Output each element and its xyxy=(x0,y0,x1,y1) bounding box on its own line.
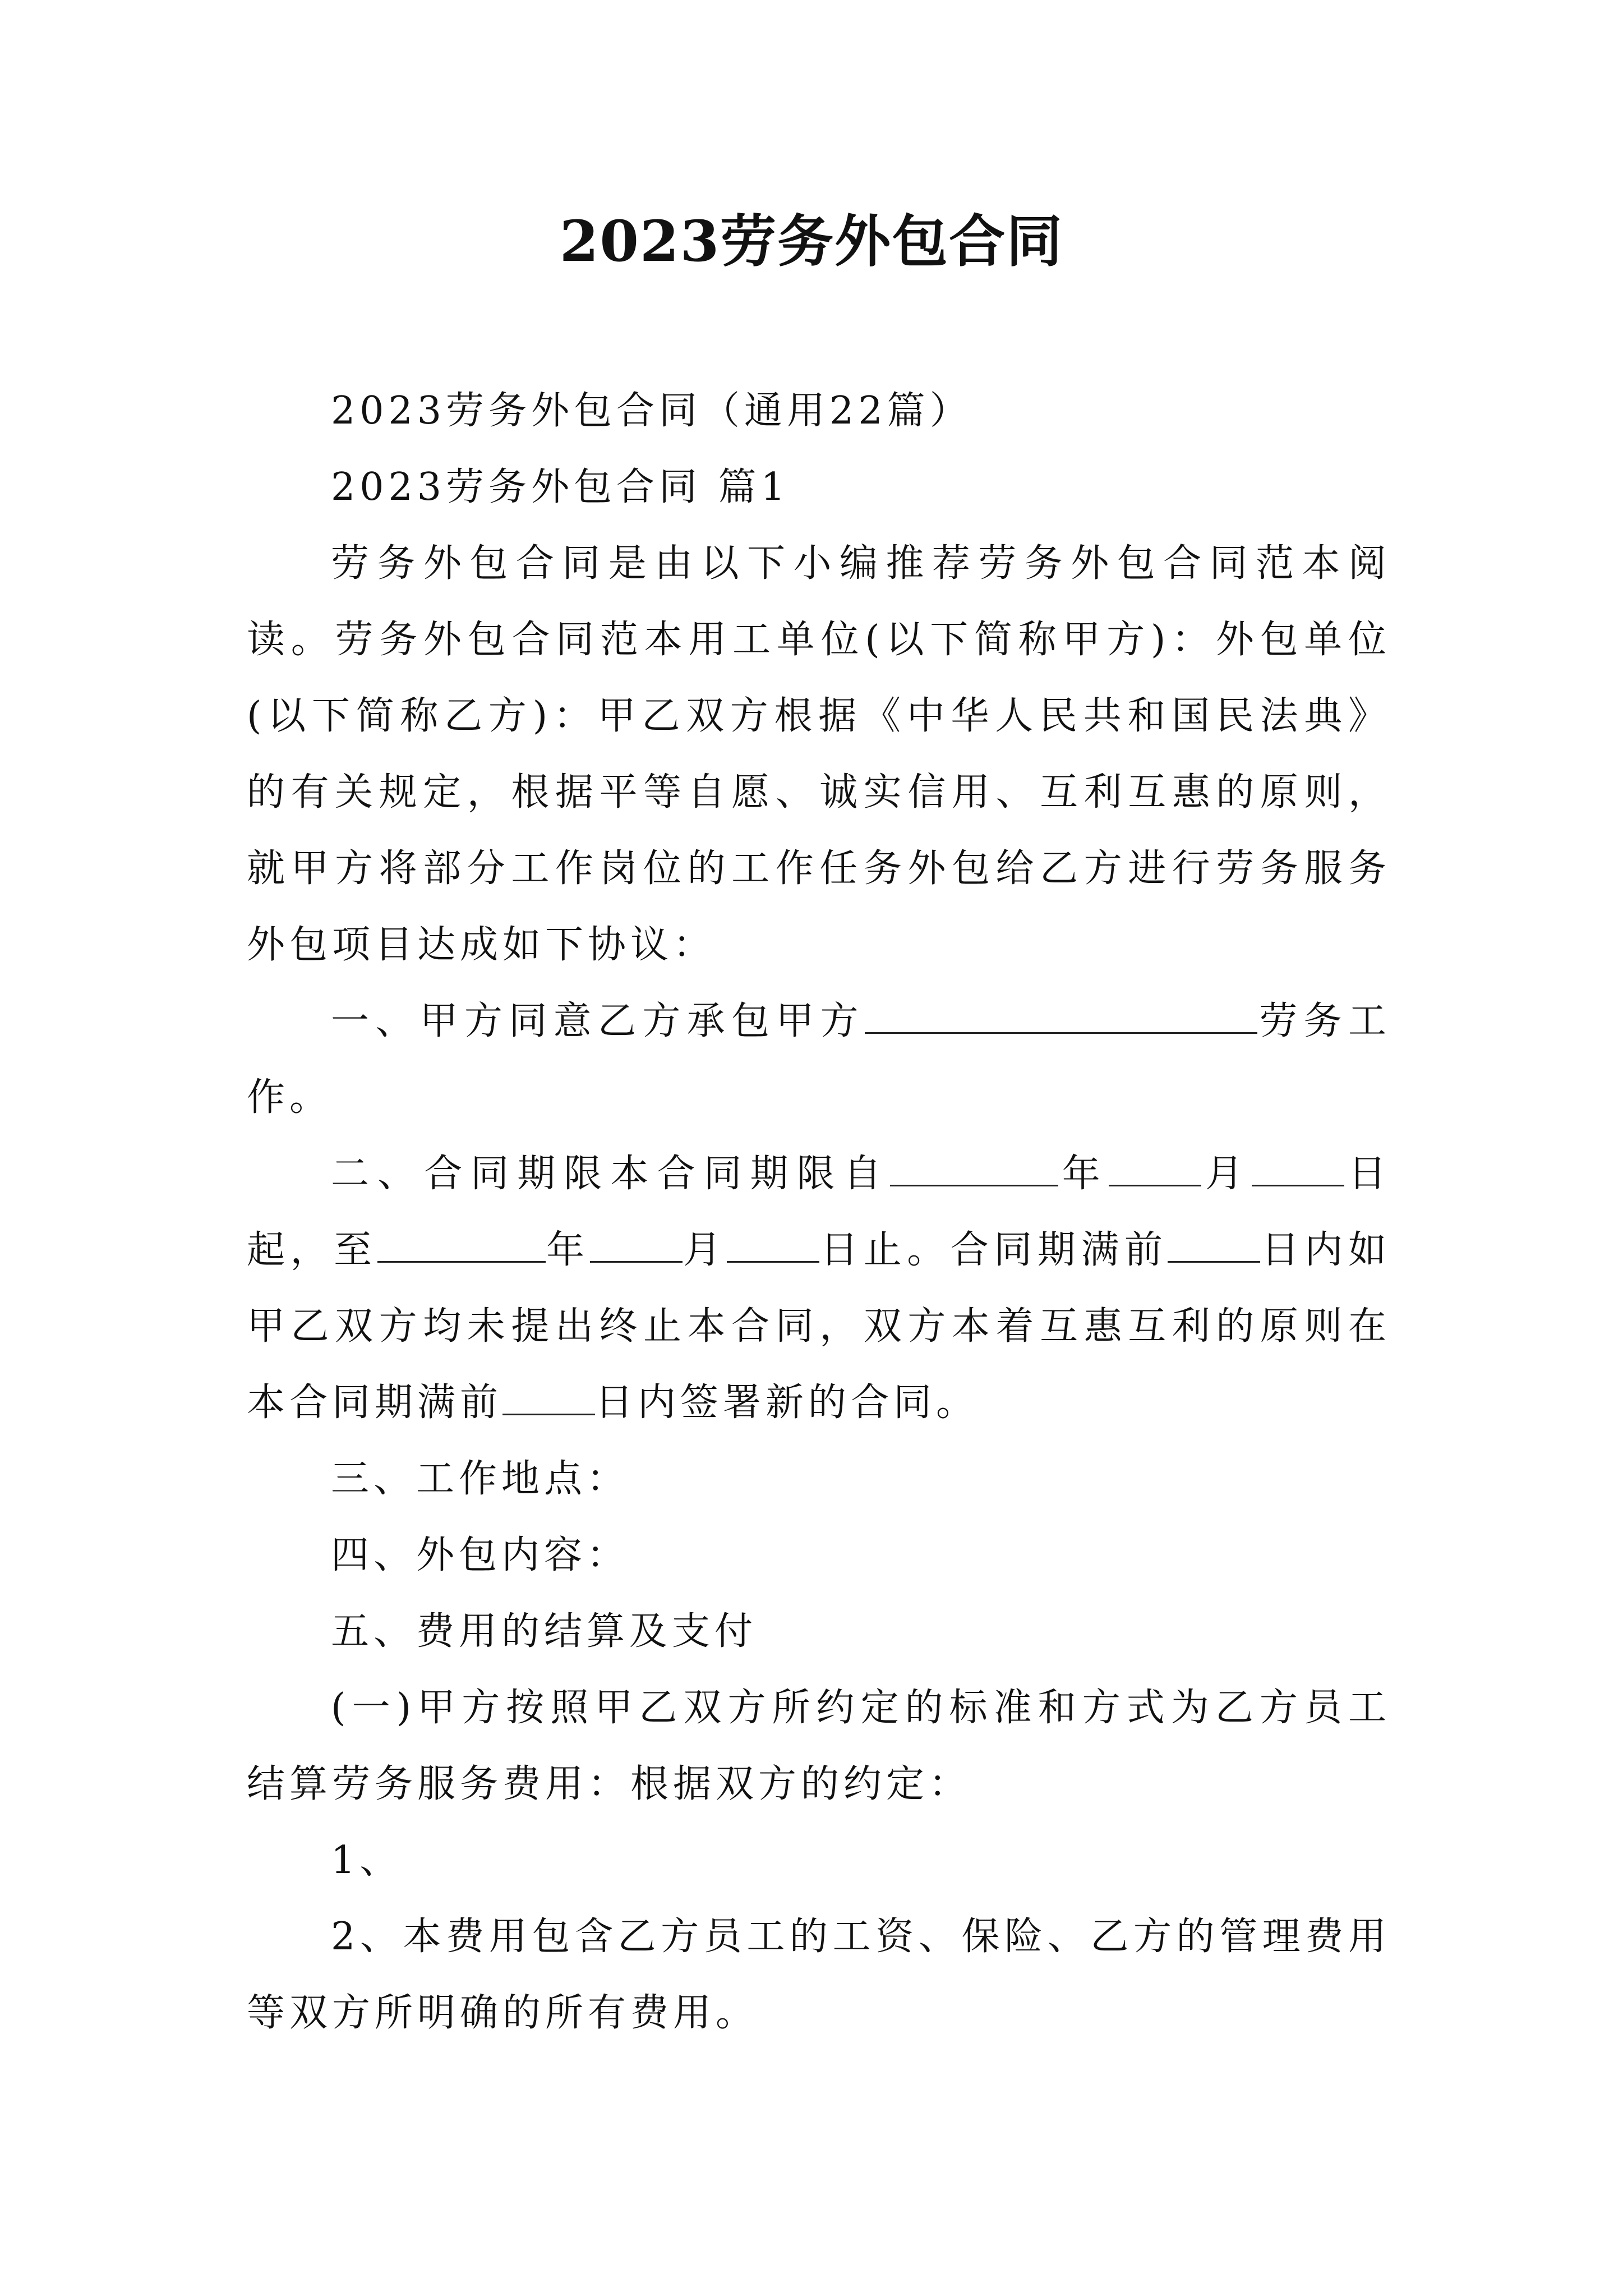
clause-5-1: (一)甲方按照甲乙双方所约定的标准和方式为乙方员工结算劳务服务费用：根据双方的约定： xyxy=(247,1686,1391,1806)
clause-2 xyxy=(247,1136,1391,1441)
clause-2-part-3: 月 xyxy=(1201,1152,1252,1196)
end-year-blank xyxy=(377,1228,546,1263)
document-title: 2023劳务外包合同 xyxy=(559,208,1064,274)
clause-3: 三、工作地点： xyxy=(331,1457,630,1501)
clause-2-part-6: 月 xyxy=(682,1228,727,1272)
intro-paragraph: 劳务外包合同是由以下小编推荐劳务外包合同范本阅读。劳务外包合同范本用工单位(以下简称甲方)：外包单位(以下简称乙方)：甲乙双方根据《中华人民共和国民法典》的有关规定，根据平等自愿、诚实信用、互利互惠的原则，就甲方将部分工作岗位的工作任务外包给乙方进行劳务服务外包项目达成如下协议： xyxy=(247,541,1391,967)
clause-1 xyxy=(247,983,1391,1136)
clause-2-part-2: 年 xyxy=(1058,1152,1109,1196)
clause-4: 四、外包内容： xyxy=(331,1533,630,1577)
clause-2-part-4: 日起，至 xyxy=(247,1152,1391,1272)
list-item-2: 2、本费用包含乙方员工的工资、保险、乙方的管理费用等双方所明确的所有费用。 xyxy=(247,1915,1391,2035)
clause-2-part-5: 年 xyxy=(545,1228,590,1272)
clause-1-text-after: 劳务工作。 xyxy=(247,999,1391,1120)
start-day-blank xyxy=(1252,1152,1344,1186)
clause-2-part-1: 二、合同期限本合同期限自 xyxy=(331,1152,890,1196)
start-month-blank xyxy=(1109,1152,1201,1186)
clause-5: 五、费用的结算及支付 xyxy=(331,1609,758,1654)
renewal-days-blank xyxy=(502,1381,595,1415)
clause-2-part-8: 日内如甲乙双方均未提出终止本合同，双方本着互惠互利的原则在本合同期满前 xyxy=(247,1228,1391,1425)
document-body xyxy=(247,373,1391,2051)
end-day-blank xyxy=(727,1228,819,1263)
start-year-blank xyxy=(890,1152,1058,1186)
clause-2-part-9: 日内签署新的合同。 xyxy=(595,1381,979,1425)
section-heading: 2023劳务外包合同 篇1 xyxy=(331,465,790,509)
notice-days-blank xyxy=(1168,1228,1260,1263)
list-item-1: 1、 xyxy=(331,1838,403,1883)
end-month-blank xyxy=(590,1228,683,1263)
clause-2-part-7: 日止。合同期满前 xyxy=(819,1228,1168,1272)
work-scope-blank xyxy=(865,1000,1257,1034)
document-subtitle: 2023劳务外包合同（通用22篇） xyxy=(331,389,972,433)
clause-1-text-before: 一、甲方同意乙方承包甲方 xyxy=(331,999,865,1043)
